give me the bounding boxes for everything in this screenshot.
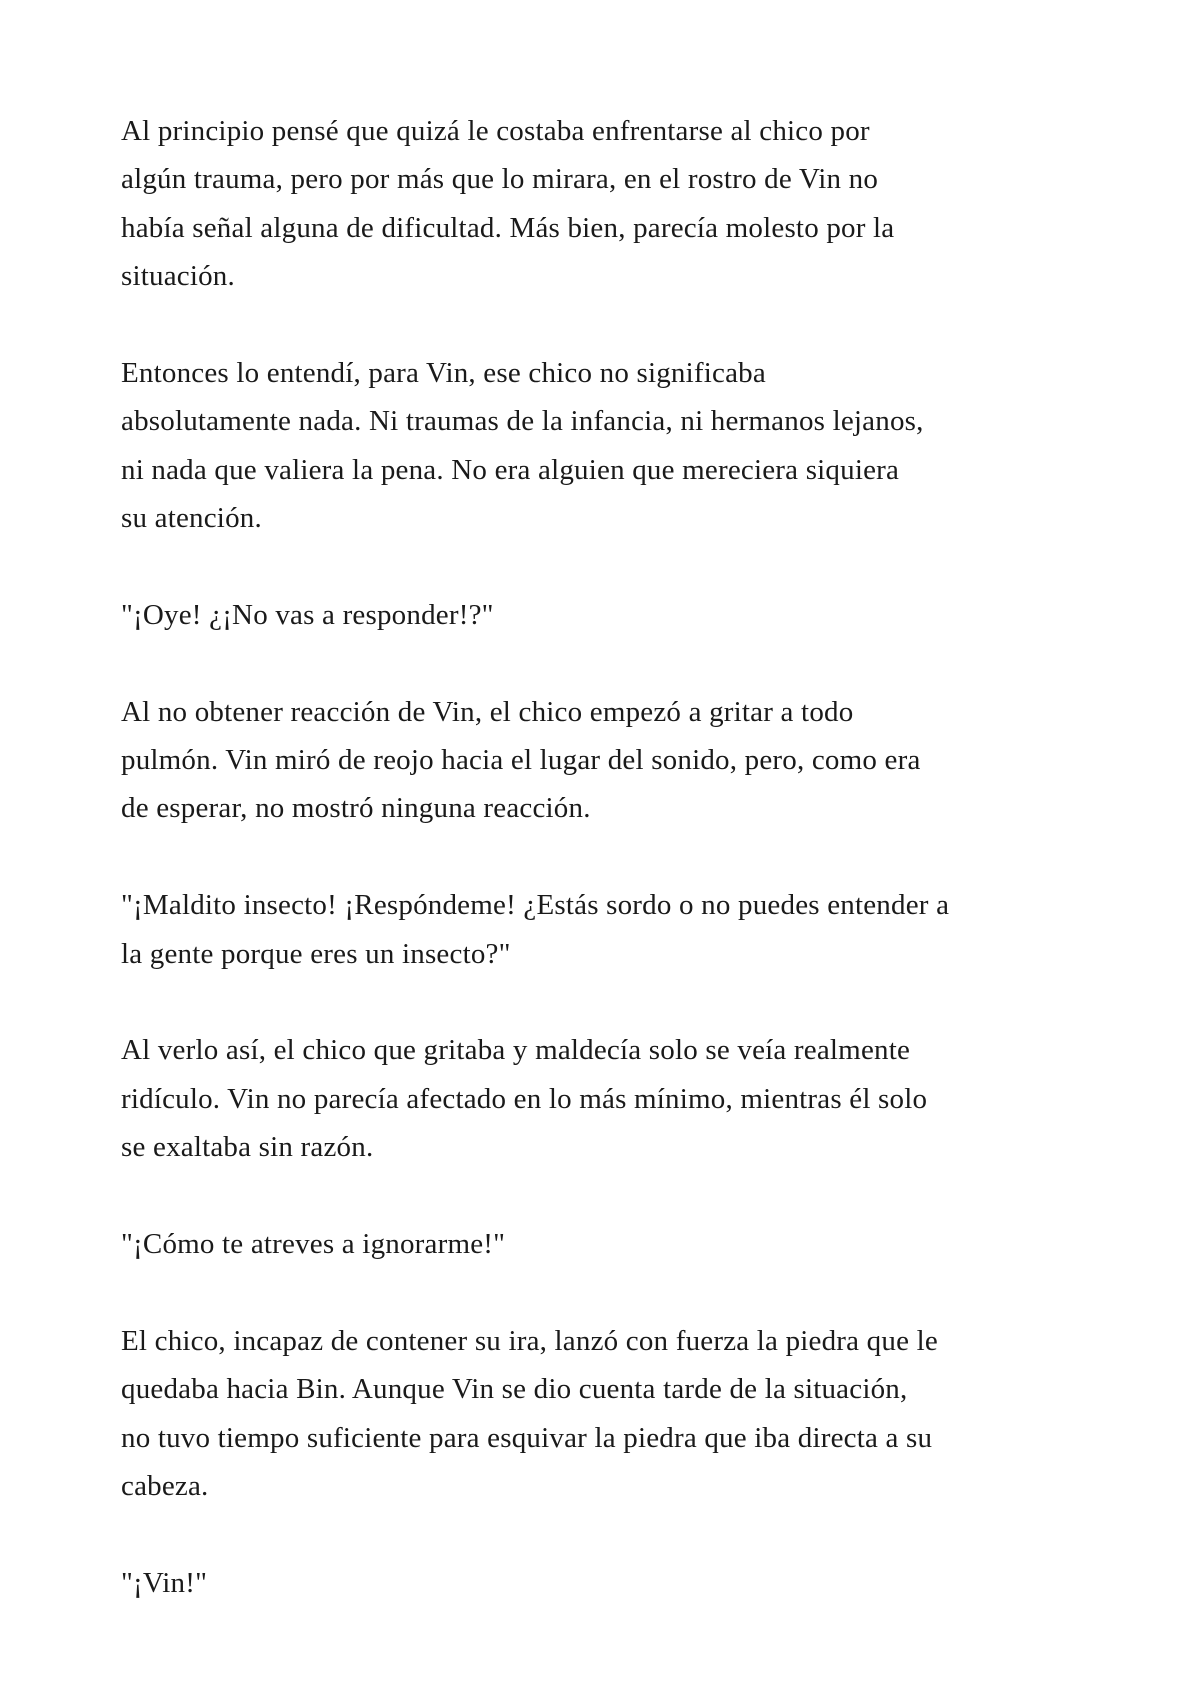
text-line: "¡Maldito insecto! ¡Respóndeme! ¿Estás sordo o no puedes entender a [121, 889, 950, 922]
text-line: Al verlo así, el chico que gritaba y maldecía solo se veía realmente [121, 1034, 911, 1067]
text-line: Entonces lo entendí, para Vin, ese chico no significaba [121, 356, 766, 389]
text-line: absolutamente nada. Ni traumas de la infancia, ni hermanos lejanos, [121, 405, 924, 438]
paragraph-3 [121, 688, 1121, 833]
text-line: ridículo. Vin no parecía afectado en lo más mínimo, mientras él solo [121, 1082, 928, 1115]
text-line: cabeza. [121, 1469, 209, 1502]
text-line: ni nada que valiera la pena. No era alguien que mereciera siquiera [121, 453, 900, 486]
text-line: "¡Oye! ¿¡No vas a responder!?" [121, 598, 494, 631]
text-line: Al no obtener reacción de Vin, el chico empezó a gritar a todo [121, 695, 854, 728]
document-page [121, 107, 1121, 1656]
dialogue-3 [121, 1220, 1121, 1268]
paragraph-4 [121, 1026, 1121, 1171]
text-line: situación. [121, 260, 235, 293]
text-line: la gente porque eres un insecto?" [121, 937, 511, 970]
text-line: de esperar, no mostró ninguna reacción. [121, 792, 591, 825]
text-line: su atención. [121, 502, 262, 535]
paragraph-1 [121, 107, 1121, 301]
text-line: Al principio pensé que quizá le costaba enfrentarse al chico por [121, 115, 870, 147]
paragraph-5 [121, 1317, 1121, 1511]
dialogue-2 [121, 881, 1121, 978]
text-line: había señal alguna de dificultad. Más bien, parecía molesto por la [121, 211, 895, 244]
text-line: algún trauma, pero por más que lo mirara, en el rostro de Vin no [121, 163, 879, 196]
text-line: pulmón. Vin miró de reojo hacia el lugar del sonido, pero, como era [121, 744, 921, 777]
dialogue-1 [121, 591, 1121, 639]
paragraph-2 [121, 349, 1121, 543]
dialogue-4 [121, 1559, 1121, 1607]
text-line: se exaltaba sin razón. [121, 1131, 374, 1164]
text-line: no tuvo tiempo suficiente para esquivar la piedra que iba directa a su [121, 1421, 933, 1454]
text-line: "¡Vin!" [121, 1566, 208, 1599]
text-line: "¡Cómo te atreves a ignorarme!" [121, 1227, 506, 1260]
text-line: El chico, incapaz de contener su ira, lanzó con fuerza la piedra que le [121, 1324, 938, 1357]
text-line: quedaba hacia Bin. Aunque Vin se dio cuenta tarde de la situación, [121, 1373, 908, 1406]
